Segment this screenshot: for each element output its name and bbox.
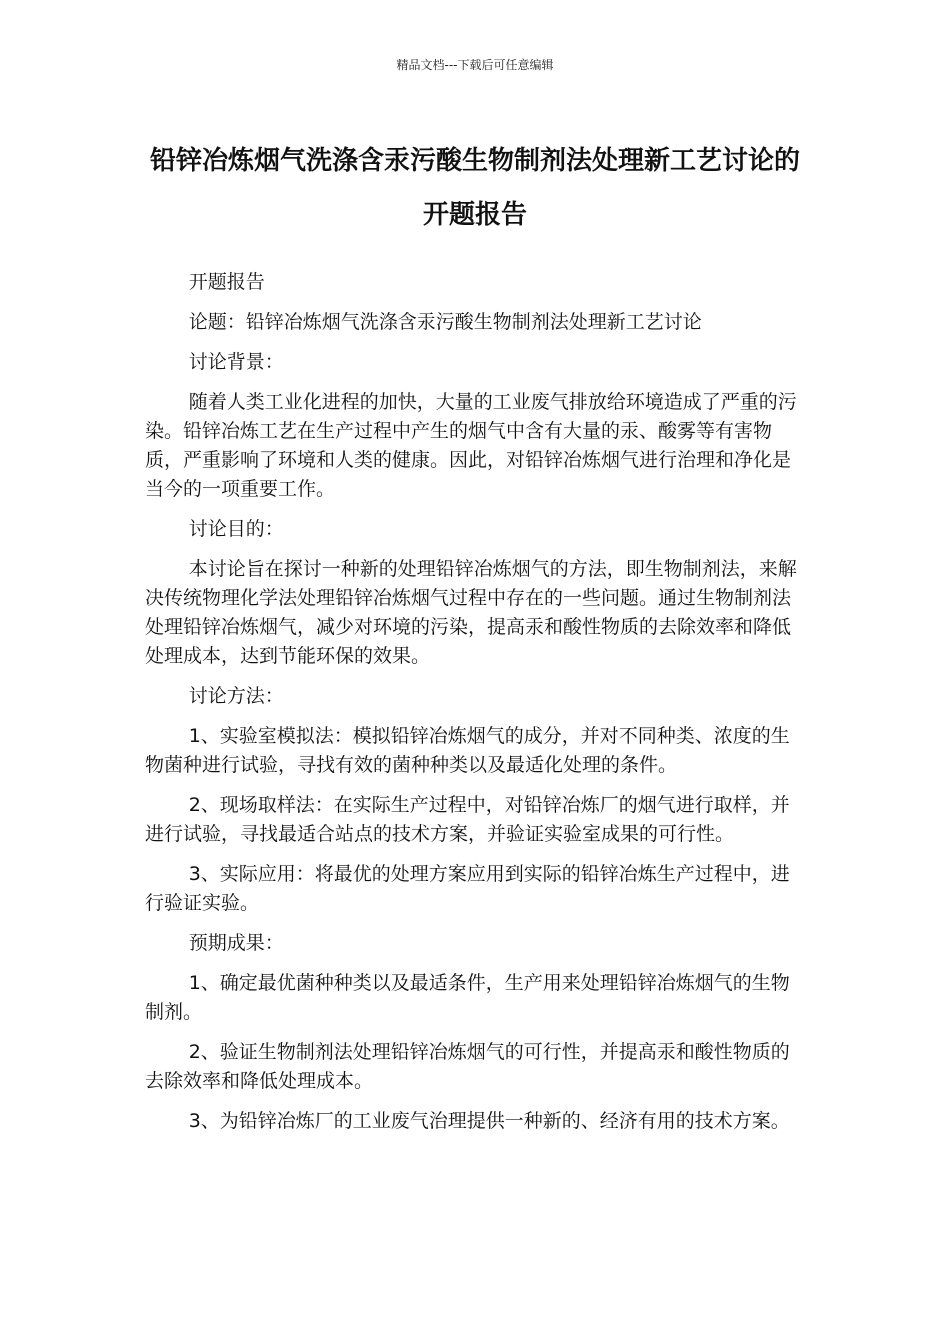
paragraph-purpose: 本讨论旨在探讨一种新的处理铅锌冶炼烟气的方法，即生物制剂法，来解决传统物理化学法处理铅锌冶炼烟气过程中存在的一些问题。通过生物制剂法处理铅锌冶炼烟气，减少对环境的污染，提高汞和酸性物质的去除效率和降低处理成本，达到节能环保的效果。 (145, 558, 797, 667)
result-item-1: 1、确定最优菌种种类以及最适条件，生产用来处理铅锌冶炼烟气的生物制剂。 (145, 972, 790, 1023)
heading-background: 讨论背景： (188, 351, 284, 373)
heading-methods: 讨论方法： (188, 685, 284, 707)
heading-purpose: 讨论目的： (188, 518, 284, 540)
heading-expected-results: 预期成果： (188, 932, 284, 954)
paragraph-report-label: 开题报告 (188, 271, 265, 293)
paragraph-topic: 论题：铅锌冶炼烟气洗涤含汞污酸生物制剂法处理新工艺讨论 (188, 311, 702, 333)
method-item-2: 2、现场取样法：在实际生产过程中，对铅锌冶炼厂的烟气进行取样，并进行试验，寻找最适合站点的技术方案，并验证实验室成果的可行性。 (145, 794, 790, 845)
document-body (145, 268, 807, 1147)
result-item-2: 2、验证生物制剂法处理铅锌冶炼烟气的可行性，并提高汞和酸性物质的去除效率和降低处理成本。 (145, 1041, 790, 1092)
paragraph-background: 随着人类工业化进程的加快，大量的工业废气排放给环境造成了严重的污染。铅锌冶炼工艺在生产过程中产生的烟气中含有大量的汞、酸雾等有害物质，严重影响了环境和人类的健康。因此，对铅锌冶炼烟气进行治理和净化是当今的一项重要工作。 (145, 391, 797, 500)
document-title: 铅锌冶炼烟气洗涤含汞污酸生物制剂法处理新工艺讨论的开题报告 (149, 146, 800, 230)
method-item-3: 3、实际应用：将最优的处理方案应用到实际的铅锌冶炼生产过程中，进行验证实验。 (145, 863, 790, 914)
result-item-3: 3、为铅锌冶炼厂的工业废气治理提供一种新的、经济有用的技术方案。 (188, 1110, 790, 1132)
header-note: 精品文档---下载后可任意编辑 (396, 58, 554, 72)
method-item-1: 1、实验室模拟法：模拟铅锌冶炼烟气的成分，并对不同种类、浓度的生物菌种进行试验，寻找有效的菌种种类以及最适化处理的条件。 (145, 725, 790, 776)
